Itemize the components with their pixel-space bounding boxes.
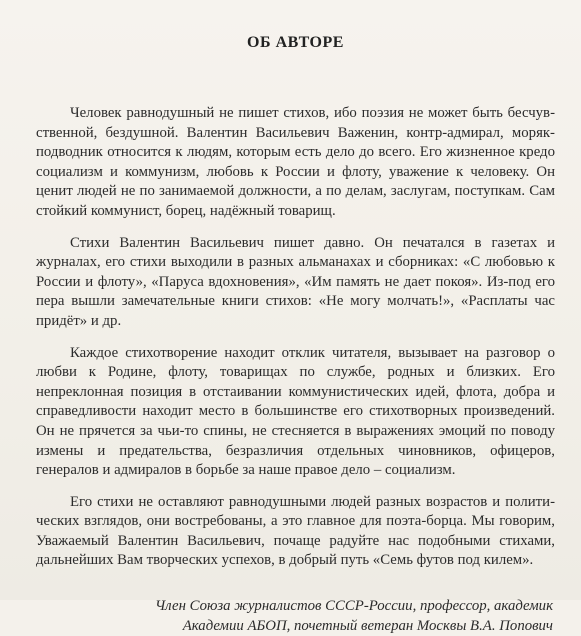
paragraph: Стихи Валентин Васильевич пишет давно. Он печатался в газетах и журналах, его стихи выходили в разных альманахах и сборниках: «С любовью к России и флоту», «Паруса вдохновения», «Им память не дает покоя». Из-под его пера вышли замечательные книги стихов: «Не могу молчать!», «Расплаты час придёт» и др. <box>36 234 555 329</box>
paragraph: Человек равнодушный не пишет стихов, ибо поэзия не может быть бесчувственной, бездушной. Валентин Васильевич Важенин, контр-адмирал, моряк-подводник относится к людям, которым есть дело до всего. Его жизненное кредо социализм и коммунизм, любовь к России и флоту, уважение к человеку. Он ценит людей не по занимаемой должности, а по делам, заслугам, поступкам. Сам стойкий коммунист, борец, надёжный товарищ. <box>36 105 555 219</box>
author-signature <box>36 597 555 636</box>
signature-line: Академии АБОП, почетный ветеран Москвы В.А. Попович <box>182 617 553 634</box>
signature-line: Член Союза журналистов СССР-России, профессор, академик <box>154 598 553 615</box>
paragraph: Каждое стихотворение находит отклик читателя, вызывает на разговор о любви к Родине, флоту, товарищах по службе, родных и близких. Его непреклонная позиция в отстаивании коммунистических идей, флота, добра и справедливости находит место в большинстве его стихотворных произведений. Он не прячется за чьи-то спины, не стесняется в выражениях эмоций по поводу измены и предательства, безразличия отдельных чиновников, офицеров, генералов и адмиралов в борьбе за наше правое дело – социализм. <box>36 344 555 479</box>
article-body <box>36 104 555 571</box>
paragraph: Его стихи не оставляют равнодушными людей разных возрастов и политических взглядов, они востребованы, а это главное для поэта-борца. Мы говорим, Уважаемый Валентин Васильевич, почаще радуйте нас подобными стихами, дальнейших Вам творческих успехов, в добрый путь «Семь футов под килем». <box>36 493 555 569</box>
page-title: ОБ АВТОРЕ <box>247 34 344 51</box>
